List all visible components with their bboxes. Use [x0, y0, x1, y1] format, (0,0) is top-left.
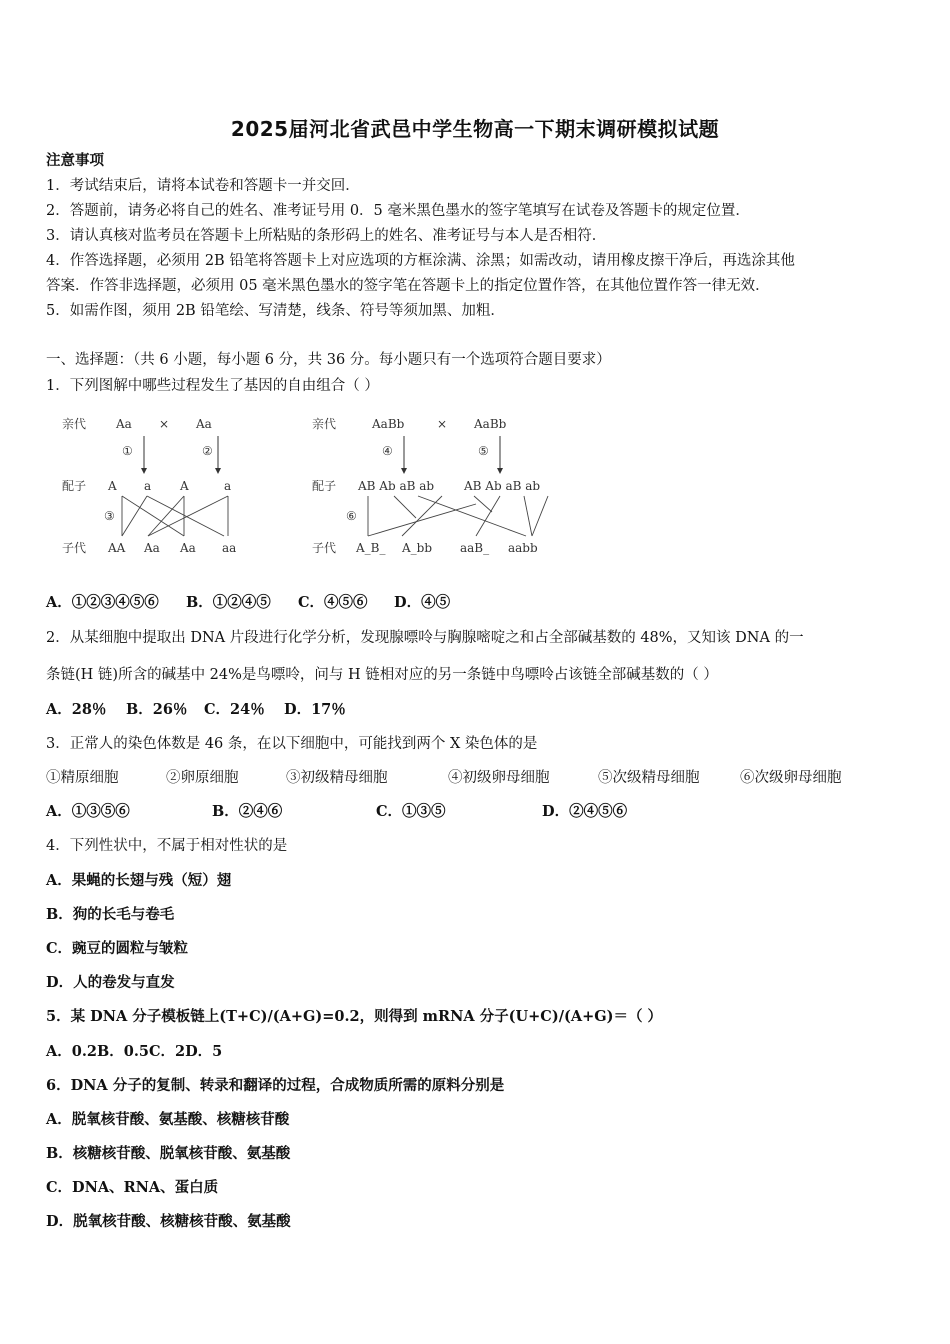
left-p2: Aa — [196, 417, 212, 431]
right-o2: A_bb — [402, 541, 433, 555]
notice-heading: 注意事项 — [46, 152, 104, 169]
option[interactable]: B．①②④⑤ — [186, 594, 271, 611]
option[interactable]: B．狗的长毛与卷毛 — [46, 906, 175, 923]
arrow-5-head — [497, 468, 503, 474]
right-offspring-label: 子代 — [312, 541, 337, 555]
right-cross-lines — [368, 496, 548, 536]
label-2: ② — [202, 444, 213, 458]
option[interactable]: A．28％ — [46, 701, 107, 718]
right-p1: AaBb — [372, 417, 405, 431]
option[interactable]: A．果蝇的长翅与残（短）翅 — [46, 872, 232, 889]
notice-item: 1．考试结束后，请将本试卷和答题卡一并交回． — [46, 178, 360, 194]
right-o4: aabb — [508, 541, 538, 555]
notice-item: 3．请认真核对监考员在答题卡上所粘贴的条形码上的姓名、准考证号与本人是否相符． — [46, 228, 607, 244]
left-cross-lines — [122, 496, 228, 536]
left-parent-label: 亲代 — [62, 417, 87, 431]
notice-item: 4．作答选择题，必须用 2B 铅笔将答题卡上对应选项的方框涂满、涂黑；如需改动，请用橡皮擦干净后，再选涂其他 — [46, 253, 795, 269]
question-1-options — [46, 593, 906, 613]
question-6-stem: 6．DNA 分子的复制、转录和翻译的过程，合成物质所需的原料分别是 — [46, 1077, 505, 1094]
option[interactable]: C．①③⑤ — [376, 803, 446, 820]
question-2-options — [46, 700, 906, 720]
left-g3: A — [180, 479, 189, 493]
option[interactable]: B．核糖核苷酸、脱氧核苷酸、氨基酸 — [46, 1145, 291, 1162]
question-3-cells — [46, 768, 906, 788]
question-4-stem: 4．下列性状中，不属于相对性状的是 — [46, 838, 288, 854]
genetics-cross-diagram — [56, 408, 566, 564]
label-3: ③ — [104, 509, 115, 523]
left-offspring-label: 子代 — [62, 541, 87, 555]
right-gamete-label: 配子 — [312, 479, 337, 493]
left-g1: A — [108, 479, 117, 493]
page-title: 2025届河北省武邑中学生物高一下期末调研模拟试题 — [230, 117, 720, 141]
option[interactable]: A．①③⑤⑥ — [46, 803, 130, 820]
option[interactable]: D．脱氧核苷酸、核糖核苷酸、氨基酸 — [46, 1213, 291, 1230]
question-5-stem: 5．某 DNA 分子模板链上(T+C)/(A+G)=0.2，则得到 mRNA 分子(U+C)/(A+G)＝（ ） — [46, 1008, 663, 1025]
question-1-stem: 1．下列图解中哪些过程发生了基因的自由组合（ ） — [46, 378, 379, 394]
question-2-stem: 2．从某细胞中提取出 DNA 片段进行化学分析，发现腺嘌呤与胸腺嘧啶之和占全部碱基数的 48%，又知该 DNA 的一 — [46, 630, 804, 646]
question-3-stem: 3．正常人的染色体数是 46 条，在以下细胞中，可能找到两个 X 染色体的是 — [46, 736, 538, 752]
left-g2: a — [144, 479, 152, 493]
notice-item: 2．答题前，请务必将自己的姓名、准考证号用 0．5 毫米黑色墨水的签字笔填写在试卷及答题卡的规定位置． — [46, 203, 750, 219]
cell-item: ④初级卵母细胞 — [448, 770, 550, 786]
option[interactable]: D．17％ — [284, 701, 346, 718]
left-o1: AA — [108, 541, 126, 555]
notice-item: 答案．作答非选择题，必须用 05 毫米黑色墨水的签字笔在答题卡上的指定位置作答，在其他位置作答一律无效． — [46, 278, 770, 294]
left-o2: Aa — [144, 541, 160, 555]
option[interactable]: A．①②③④⑤⑥ — [46, 594, 159, 611]
option[interactable]: D．人的卷发与直发 — [46, 974, 175, 991]
left-o4: aa — [222, 541, 237, 555]
arrow-1-head — [141, 468, 147, 474]
label-4: ④ — [382, 444, 393, 458]
cell-item: ③初级精母细胞 — [286, 770, 388, 786]
right-parent-label: 亲代 — [312, 417, 337, 431]
option[interactable]: B．26％ — [126, 701, 188, 718]
question-5-options[interactable]: A．0.2B．0.5C．2D．5 — [46, 1043, 223, 1060]
option[interactable]: C．④⑤⑥ — [298, 594, 368, 611]
cell-item: ⑥次级卵母细胞 — [740, 770, 842, 786]
notice-item: 5．如需作图，须用 2B 铅笔绘、写清楚，线条、符号等须加黑、加粗． — [46, 303, 505, 319]
right-g1: AB Ab aB ab — [358, 479, 435, 493]
label-6: ⑥ — [346, 509, 357, 523]
label-5: ⑤ — [478, 444, 489, 458]
left-o3: Aa — [180, 541, 196, 555]
arrow-2-head — [215, 468, 221, 474]
option[interactable]: D．④⑤ — [394, 594, 451, 611]
option[interactable]: C．24％ — [204, 701, 265, 718]
right-o3: aaB_ — [460, 541, 490, 555]
cell-item: ⑤次级精母细胞 — [598, 770, 700, 786]
left-p1: Aa — [116, 417, 132, 431]
question-2-stem-cont: 条链(H 链)所含的碱基中 24%是鸟嘌呤，问与 H 链相对应的另一条链中鸟嘌呤占该链全部碱基数的（ ） — [46, 667, 718, 683]
option[interactable]: A．脱氧核苷酸、氨基酸、核糖核苷酸 — [46, 1111, 290, 1128]
label-1: ① — [122, 444, 133, 458]
option[interactable]: C．DNA、RNA、蛋白质 — [46, 1179, 219, 1196]
left-cross: × — [159, 417, 170, 431]
right-g2: AB Ab aB ab — [464, 479, 541, 493]
right-cross: × — [437, 417, 448, 431]
left-g4: a — [224, 479, 232, 493]
option[interactable]: B．②④⑥ — [212, 803, 283, 820]
section-heading: 一、选择题：（共 6 小题，每小题 6 分，共 36 分。每小题只有一个选项符合题目要求） — [46, 352, 611, 368]
left-gamete-label: 配子 — [62, 479, 87, 493]
cell-item: ①精原细胞 — [46, 770, 119, 786]
cell-item: ②卵原细胞 — [166, 770, 239, 786]
arrow-4-head — [401, 468, 407, 474]
question-3-options — [46, 802, 906, 822]
right-o1: A_B_ — [356, 541, 386, 555]
right-p2: AaBb — [474, 417, 507, 431]
option[interactable]: C．豌豆的圆粒与皱粒 — [46, 940, 189, 957]
option[interactable]: D．②④⑤⑥ — [542, 803, 628, 820]
